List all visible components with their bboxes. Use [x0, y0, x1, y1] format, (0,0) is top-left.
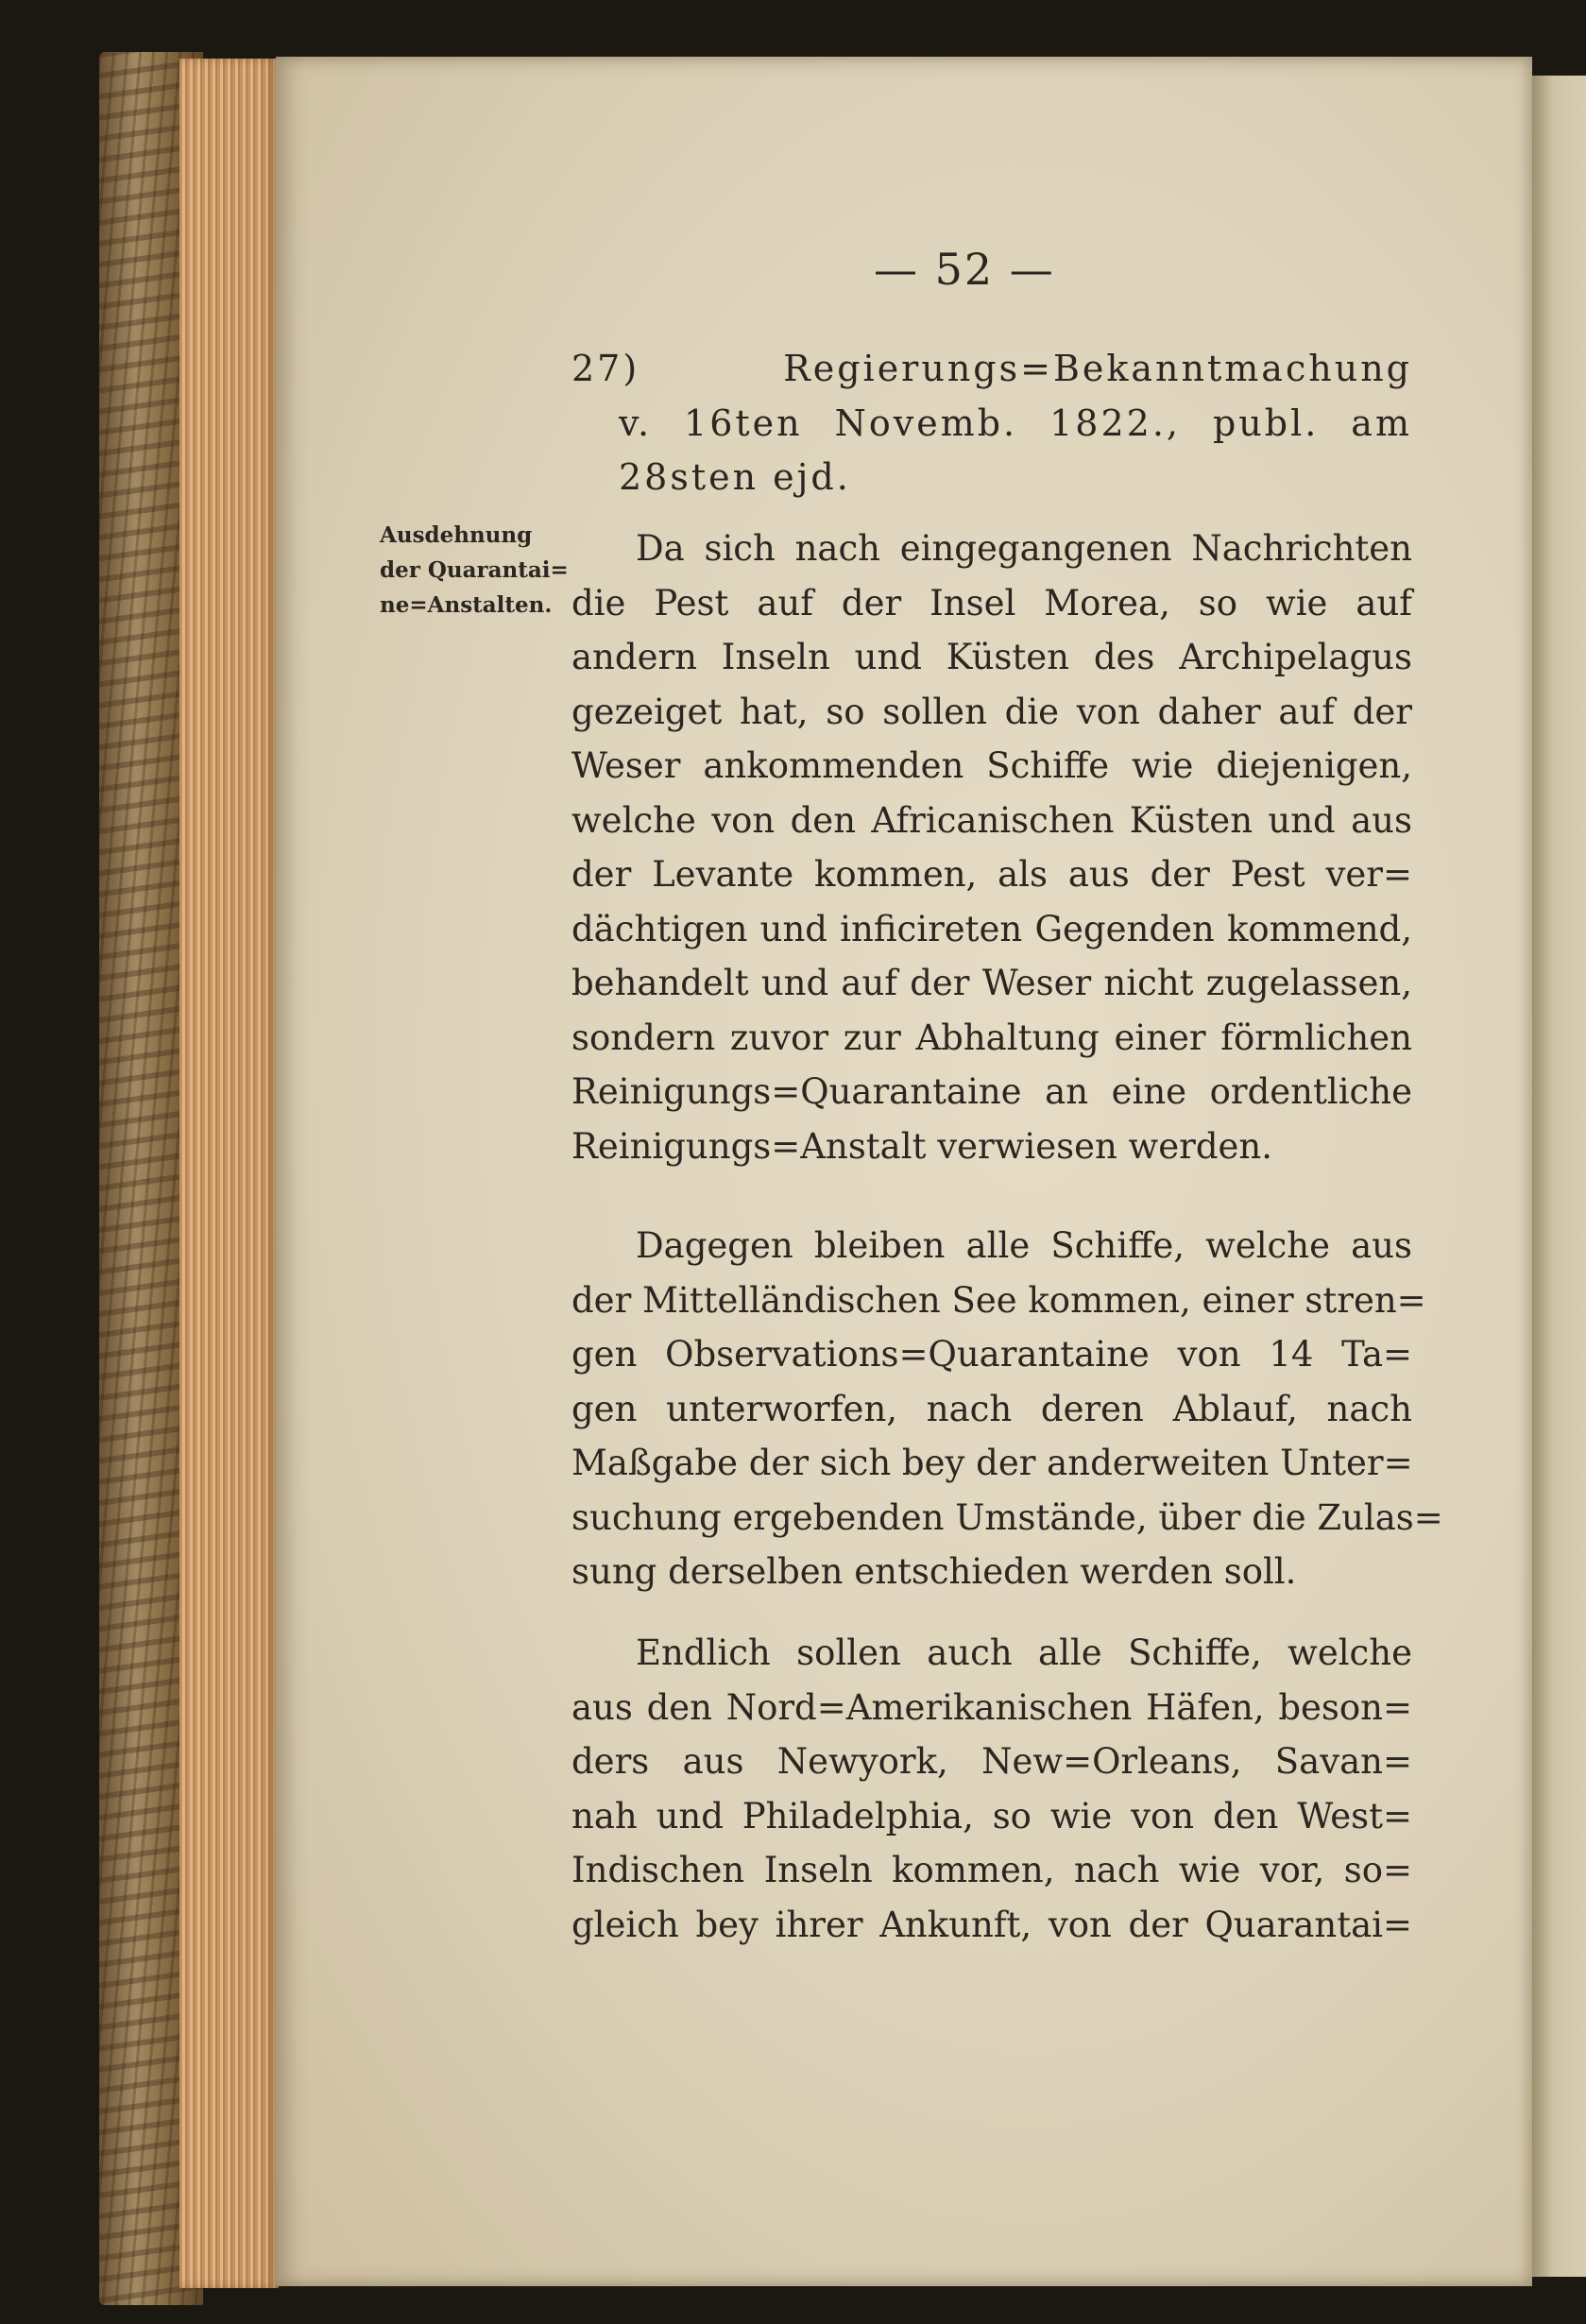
paragraph-1 [571, 521, 1412, 1173]
text-line: sondern zuvor zur Abhaltung einer förmlichen [571, 1017, 1412, 1058]
text-line: gleich bey ihrer Ankunft, von der Quarantai= [571, 1904, 1412, 1945]
text-line: gen Observations=Quarantaine von 14 Ta= [571, 1334, 1412, 1375]
heading-line: 28sten ejd. [619, 456, 851, 498]
text-line: ders aus Newyork, New=Orleans, Savan= [571, 1741, 1412, 1782]
page-edges [179, 59, 279, 2288]
text-line: Reinigungs=Anstalt verwiesen werden. [571, 1125, 1272, 1167]
text-line: nah und Philadelphia, so wie von den West= [571, 1795, 1412, 1837]
text-line: suchung ergebenden Umstände, über die Zulas= [571, 1496, 1443, 1538]
section-heading [571, 342, 1412, 505]
text-line: Reinigungs=Quarantaine an eine ordentliche [571, 1071, 1412, 1112]
margin-note [380, 518, 569, 623]
text-line: sung derselben entschieden werden soll. [571, 1551, 1297, 1592]
text-line: Da sich nach eingegangenen Nachrichten [636, 528, 1412, 569]
page-number: — 52 — [874, 244, 1055, 295]
text-line: Indischen Inseln kommen, nach wie vor, so= [571, 1850, 1412, 1890]
text-line: andern Inseln und Küsten des Archipelagus [571, 637, 1412, 677]
margin-note-line: ne=Anstalten. [380, 592, 553, 618]
heading-line: 27) Regierungs=Bekanntmachung [571, 348, 1412, 389]
text-line: der Levante kommen, als aus der Pest ver= [571, 854, 1412, 895]
text-line: gezeiget hat, so sollen die von daher auf der [571, 691, 1412, 732]
paragraph-3 [571, 1626, 1412, 1952]
text-line: Dagegen bleiben alle Schiffe, welche aus [636, 1225, 1412, 1266]
heading-line: v. 16ten Novemb. 1822., publ. am [619, 402, 1412, 444]
paragraph-2 [571, 1219, 1443, 1599]
text-line: Endlich sollen auch alle Schiffe, welche [636, 1632, 1412, 1673]
text-line: dächtigen und inficireten Gegenden kommend, [571, 908, 1412, 949]
facing-page-edge [1532, 76, 1586, 2277]
text-line: Weser ankommenden Schiffe wie diejenigen, [571, 745, 1412, 786]
text-line: gen unterworfen, nach deren Ablauf, nach [571, 1388, 1412, 1429]
margin-note-line: Ausdehnung [380, 522, 533, 548]
text-line: welche von den Africanischen Küsten und aus [571, 799, 1412, 841]
margin-note-line: der Quarantai= [380, 557, 569, 583]
text-line: aus den Nord=Amerikanischen Häfen, beson= [571, 1686, 1412, 1728]
text-line: behandelt und auf der Weser nicht zugelassen, [571, 963, 1412, 1003]
text-line: der Mittelländischen See kommen, einer stren= [571, 1279, 1426, 1321]
text-line: die Pest auf der Insel Morea, so wie auf [571, 582, 1412, 624]
text-line: Maßgabe der sich bey der anderweiten Unter= [571, 1443, 1413, 1483]
